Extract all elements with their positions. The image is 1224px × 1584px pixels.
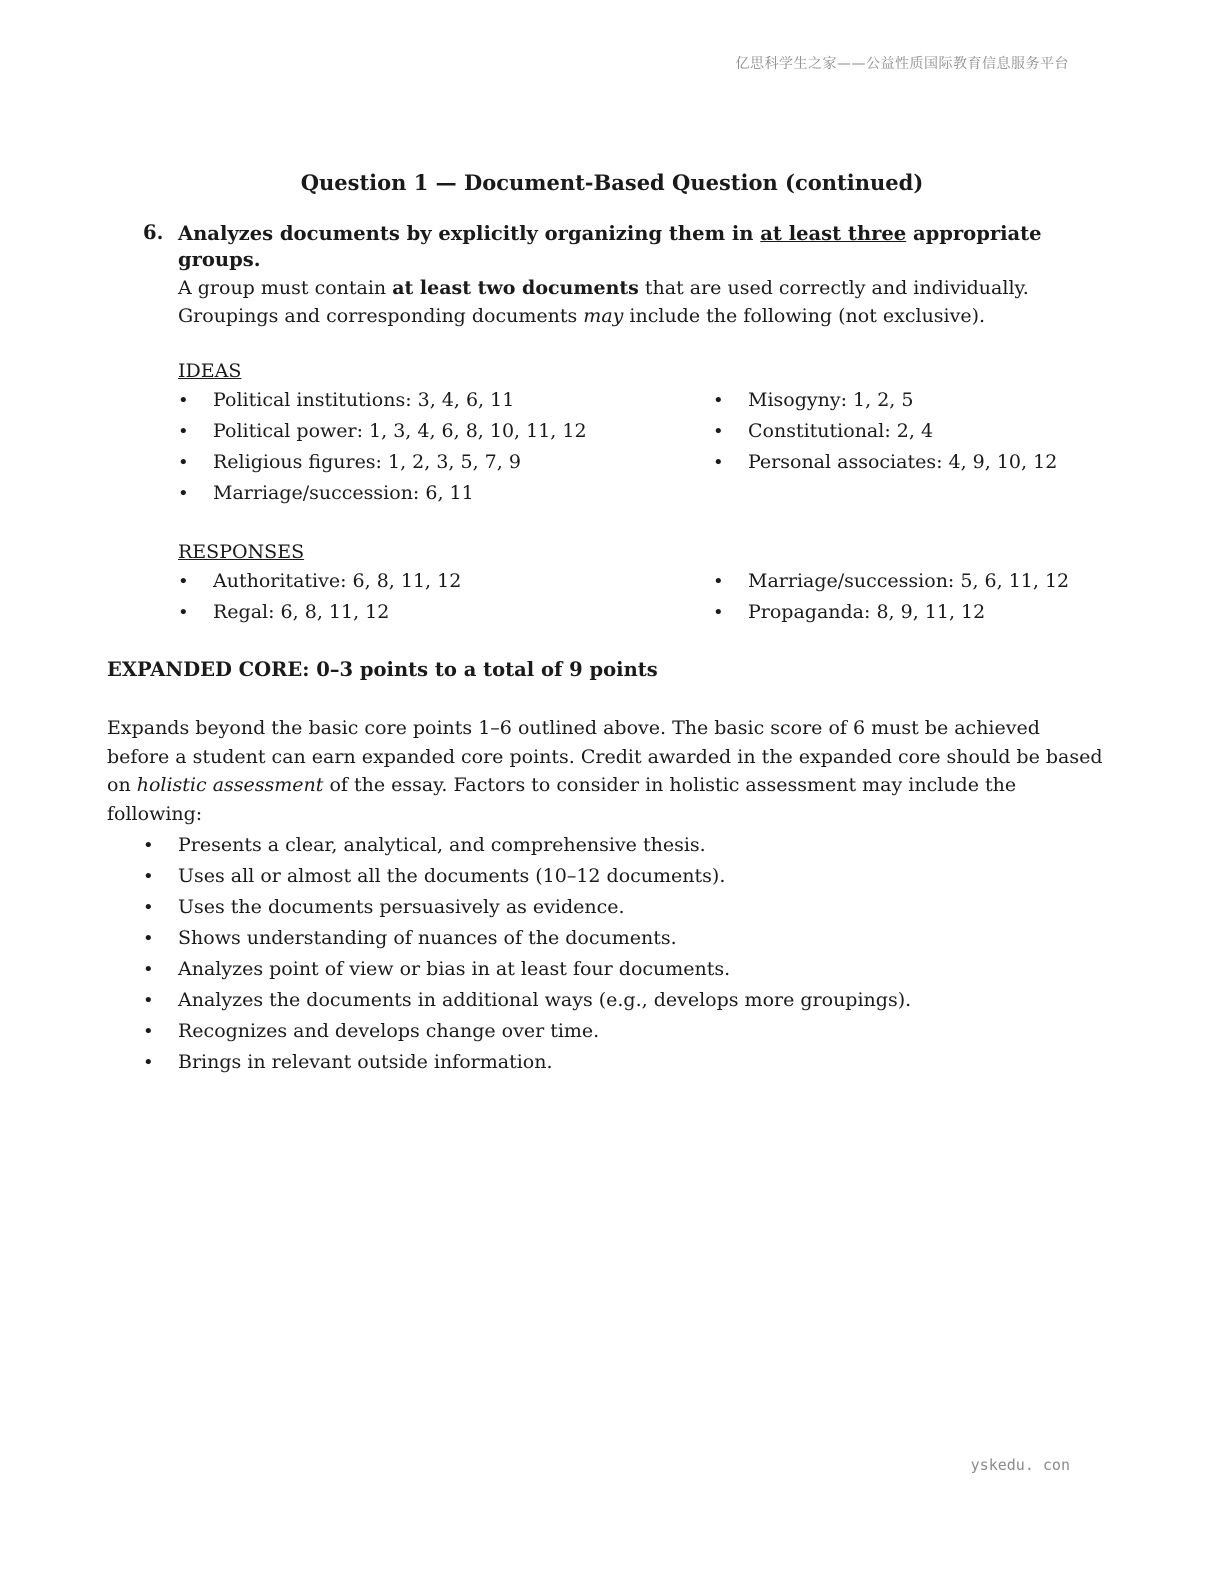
list-item: • Authoritative: 6, 8, 11, 12 xyxy=(178,566,713,597)
criterion-6 xyxy=(143,221,1093,330)
list-item: • Marriage/succession: 5, 6, 11, 12 xyxy=(713,566,1069,597)
bold-phrase: at least two documents xyxy=(392,277,639,299)
list-item: • Uses all or almost all the documents (10–12 documents). xyxy=(143,861,911,892)
list-item: • Personal associates: 4, 9, 10, 12 xyxy=(713,447,1057,478)
list-item: • Analyzes point of view or bias in at least four documents. xyxy=(143,954,911,985)
list-item: • Marriage/succession: 6, 11 xyxy=(178,478,713,509)
list-item: • Analyzes the documents in additional ways (e.g., develops more groupings). xyxy=(143,985,911,1016)
expanded-core-heading: EXPANDED CORE: 0–3 points to a total of 9 points xyxy=(107,658,658,681)
list-item: • Political institutions: 3, 4, 6, 11 xyxy=(178,385,713,416)
list-item: • Presents a clear, analytical, and comprehensive thesis. xyxy=(143,830,911,861)
expanded-core-paragraph: Expands beyond the basic core points 1–6 outlined above. The basic score of 6 must be achieved before a student can earn expanded core points. Credit awarded in the expanded core should be based on holistic assessment of the essay. Factors to consider in holistic assessment may include the following: xyxy=(107,717,1103,825)
list-item: • Brings in relevant outside information. xyxy=(143,1047,911,1078)
ideas-label: IDEAS xyxy=(178,360,242,382)
responses-group xyxy=(178,538,1078,628)
list-item: • Misogyny: 1, 2, 5 xyxy=(713,385,1057,416)
list-item: • Regal: 6, 8, 11, 12 xyxy=(178,597,713,628)
watermark-text: 亿思科学生之家——公益性质国际教育信息服务平台 xyxy=(735,56,1069,72)
responses-left-list xyxy=(178,566,713,628)
criterion-number: 6. xyxy=(143,221,164,244)
list-item: • Uses the documents persuasively as evidence. xyxy=(143,892,911,923)
ideas-right-list xyxy=(713,385,1057,509)
responses-right-list xyxy=(713,566,1069,628)
list-item: • Constitutional: 2, 4 xyxy=(713,416,1057,447)
italic-word: may xyxy=(583,305,624,327)
ideas-group xyxy=(178,357,1078,509)
page-title: Question 1 — Document-Based Question (continued) xyxy=(300,170,924,195)
criterion-description: A group must contain at least two documents that are used correctly and individually. Groupings and corresponding documents may include the following (not exclusive). xyxy=(178,277,1029,327)
responses-label: RESPONSES xyxy=(178,541,305,563)
list-item: • Shows understanding of nuances of the documents. xyxy=(143,923,911,954)
underlined-phrase: at least three xyxy=(760,222,907,245)
list-item: • Religious figures: 1, 2, 3, 5, 7, 9 xyxy=(178,447,713,478)
holistic-factors-list xyxy=(143,830,911,1078)
ideas-left-list xyxy=(178,385,713,509)
footer-watermark: yskedu. con xyxy=(970,1456,1070,1474)
list-item: • Political power: 1, 3, 4, 6, 8, 10, 11, 12 xyxy=(178,416,713,447)
italic-phrase: holistic assessment xyxy=(136,774,324,796)
list-item: • Recognizes and develops change over time. xyxy=(143,1016,911,1047)
list-item: • Propaganda: 8, 9, 11, 12 xyxy=(713,597,1069,628)
criterion-heading: Analyzes documents by explicitly organizing them in at least three appropriate groups. xyxy=(178,222,1042,271)
